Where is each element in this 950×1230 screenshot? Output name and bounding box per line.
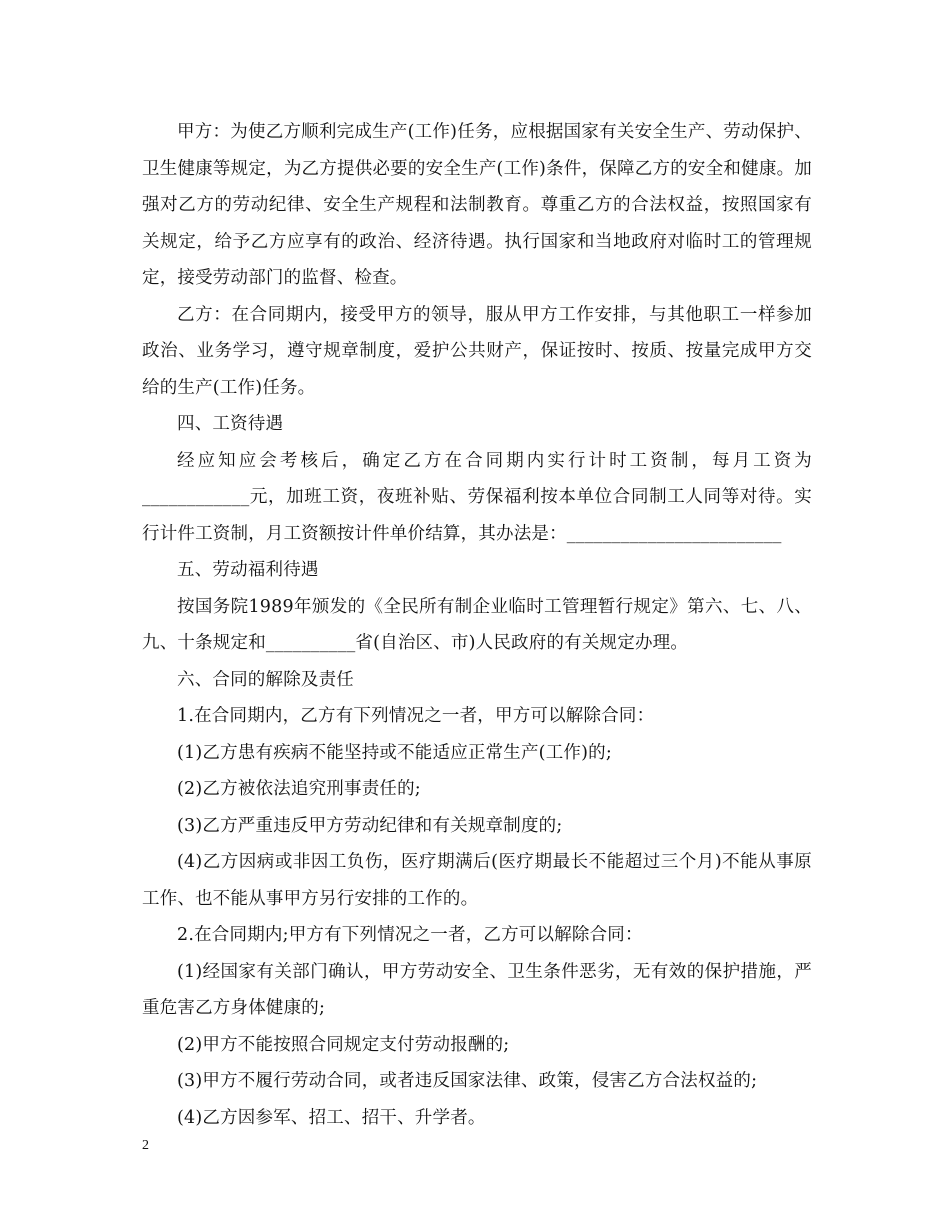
list-item: (2)乙方被依法追究刑事责任的; (177, 779, 421, 799)
list-item: (2)甲方不能按照合同规定支付劳动报酬的; (177, 1034, 510, 1055)
list-item: (4)乙方因参军、招工、招干、升学者。 (177, 1107, 486, 1128)
section-heading-welfare: 五、劳动福利待遇 (177, 560, 319, 580)
paragraph-termination-by-b: 2.在合同期内;甲方有下列情况之一者，乙方可以解除合同： (177, 925, 643, 945)
paragraph-party-a-duties: 甲方：为使乙方顺利完成生产(工作)任务，应根据国家有关安全生产、劳动保护、卫生健康等规定，为乙方提供必要的安全生产(工作)条件，保障乙方的安全和健康。加强对乙方的劳动纪律、安全生产规程和法制教育。尊重乙方的合法权益，按照国家有关规定，给予乙方应享有的政治、经济待遇。执行国家和当地政府对临时工的管理规定，接受劳动部门的监督、检查。 (142, 122, 812, 288)
paragraph-termination-by-a: 1.在合同期内，乙方有下列情况之一者，甲方可以解除合同： (177, 706, 655, 726)
list-item: (3)乙方严重违反甲方劳动纪律和有关规章制度的; (177, 815, 563, 836)
list-item: (1)乙方患有疾病不能坚持或不能适应正常生产(工作)的; (177, 742, 612, 763)
list-item: (4)乙方因病或非因工负伤，医疗期满后(医疗期最长不能超过三个月)不能从事原工作、也不能从事甲方另行安排的工作的。 (142, 852, 812, 909)
page-number: 2 (142, 1138, 149, 1153)
paragraph-welfare: 按国务院1989年颁发的《全民所有制企业临时工管理暂行规定》第六、七、八、九、十条规定和__________省(自治区、市)人民政府的有关规定办理。 (142, 596, 812, 653)
list-item: (1)经国家有关部门确认，甲方劳动安全、卫生条件恶劣，无有效的保护措施，严重危害乙方身体健康的; (142, 961, 812, 1018)
paragraph-wages: 经应知应会考核后，确定乙方在合同期内实行计时工资制，每月工资为____________元，加班工资，夜班补贴、劳保福利按本单位合同制工人同等对待。实行计件工资制，月工资额按计件单价结算，其办法是：________________________ (142, 450, 812, 544)
list-item: (3)甲方不履行劳动合同，或者违反国家法律、政策，侵害乙方合法权益的; (177, 1071, 758, 1091)
paragraph-party-b-duties: 乙方：在合同期内，接受甲方的领导，服从甲方工作安排，与其他职工一样参加政治、业务学习，遵守规章制度，爱护公共财产，保证按时、按质、按量完成甲方交给的生产(工作)任务。 (142, 304, 812, 398)
document-body (142, 114, 812, 1136)
section-heading-termination: 六、合同的解除及责任 (177, 669, 354, 690)
section-heading-wages: 四、工资待遇 (177, 414, 284, 434)
